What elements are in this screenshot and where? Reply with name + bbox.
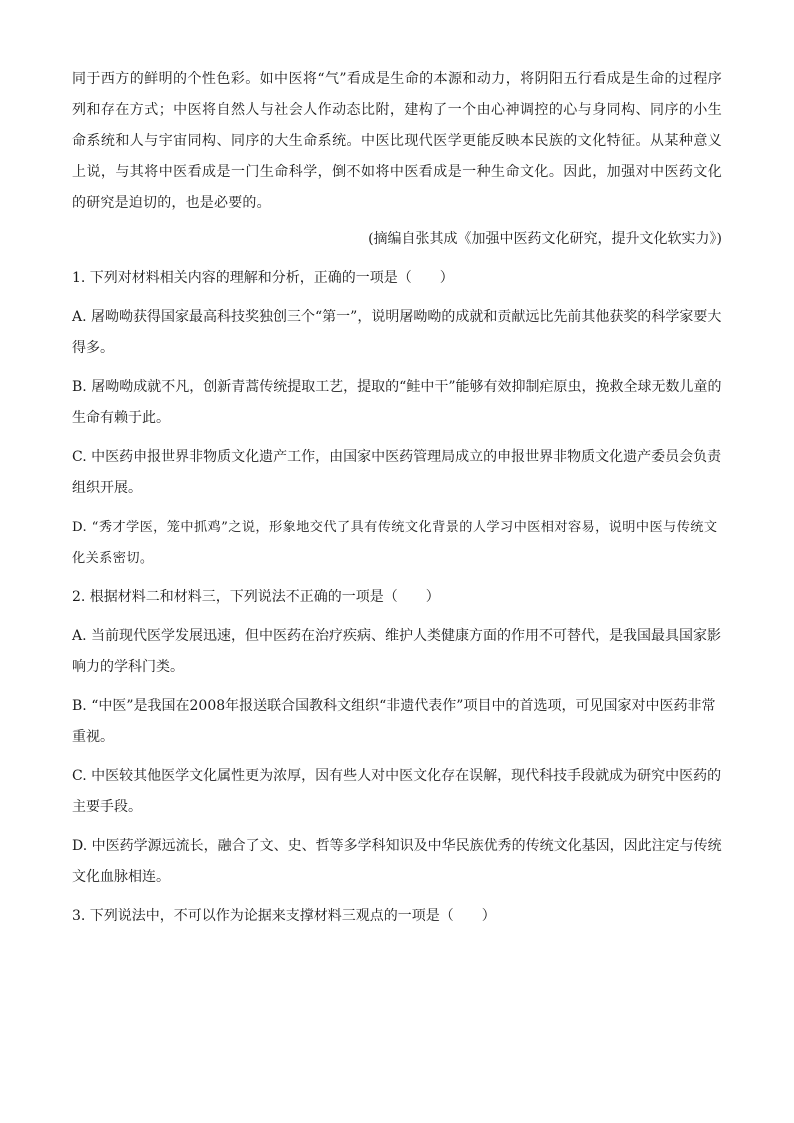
option-a: A. 屠呦呦获得国家最高科技奖独创三个“第一”，说明屠呦呦的成就和贡献远比先前其他获奖的科学家要大得多。 [72, 309, 722, 356]
question-stem: 2. 根据材料二和材料三，下列说法不正确的一项是（ ） [72, 589, 440, 605]
option-c: C. 中医较其他医学文化属性更为浓厚，因有些人对中医文化存在误解，现代科技手段就成为研究中医药的主要手段。 [72, 768, 722, 815]
document-page [72, 64, 722, 932]
option-c: C. 中医药申报世界非物质文化遗产工作，由国家中医药管理局成立的申报世界非物质文化遗产委员会负责组织开展。 [72, 449, 722, 496]
source-citation: (摘编自张其成《加强中医药文化研究，提升文化软实力》) [368, 231, 722, 247]
passage-paragraph: 同于西方的鲜明的个性色彩。如中医将“气”看成是生命的本源和动力，将阴阳五行看成是生命的过程序列和存在方式；中医将自然人与社会人作动态比附，建构了一个由心神调控的心与身同构、同序的小生命系统和人与宇宙同构、同序的大生命系统。中医比现代医学更能反映本民族的文化特征。从某种意义上说，与其将中医看成是一门生命科学，倒不如将中医看成是一种生命文化。因此，加强对中医药文化的研究是迫切的，也是必要的。 [72, 71, 722, 211]
question-2 [72, 582, 722, 893]
option-b: B. 屠呦呦成就不凡，创新青蒿传统提取工艺，提取的“鲑中干”能够有效抑制疟原虫，挽救全球无数儿童的生命有赖于此。 [72, 379, 722, 426]
question-stem: 3. 下列说法中，不可以作为论据来支撑材料三观点的一项是（ ） [72, 908, 496, 924]
option-a: A. 当前现代医学发展迅速，但中医药在治疗疾病、维护人类健康方面的作用不可替代，是我国最具国家影响力的学科门类。 [72, 628, 722, 675]
option-b: B. “中医”是我国在2008年报送联合国教科文组织“非遗代表作”项目中的首选项，可见国家对中医药非常重视。 [72, 698, 716, 745]
question-3 [72, 901, 722, 932]
option-d: D. 中医药学源远流长，融合了文、史、哲等多学科知识及中华民族优秀的传统文化基因，因此注定与传统文化血脉相连。 [72, 838, 722, 885]
option-d: D. “秀才学医，笼中抓鸡”之说，形象地交代了具有传统文化背景的人学习中医相对容易，说明中医与传统文化关系密切。 [72, 520, 718, 566]
question-stem: 1. 下列对材料相关内容的理解和分析，正确的一项是（ ） [72, 270, 454, 286]
question-1 [72, 263, 722, 574]
